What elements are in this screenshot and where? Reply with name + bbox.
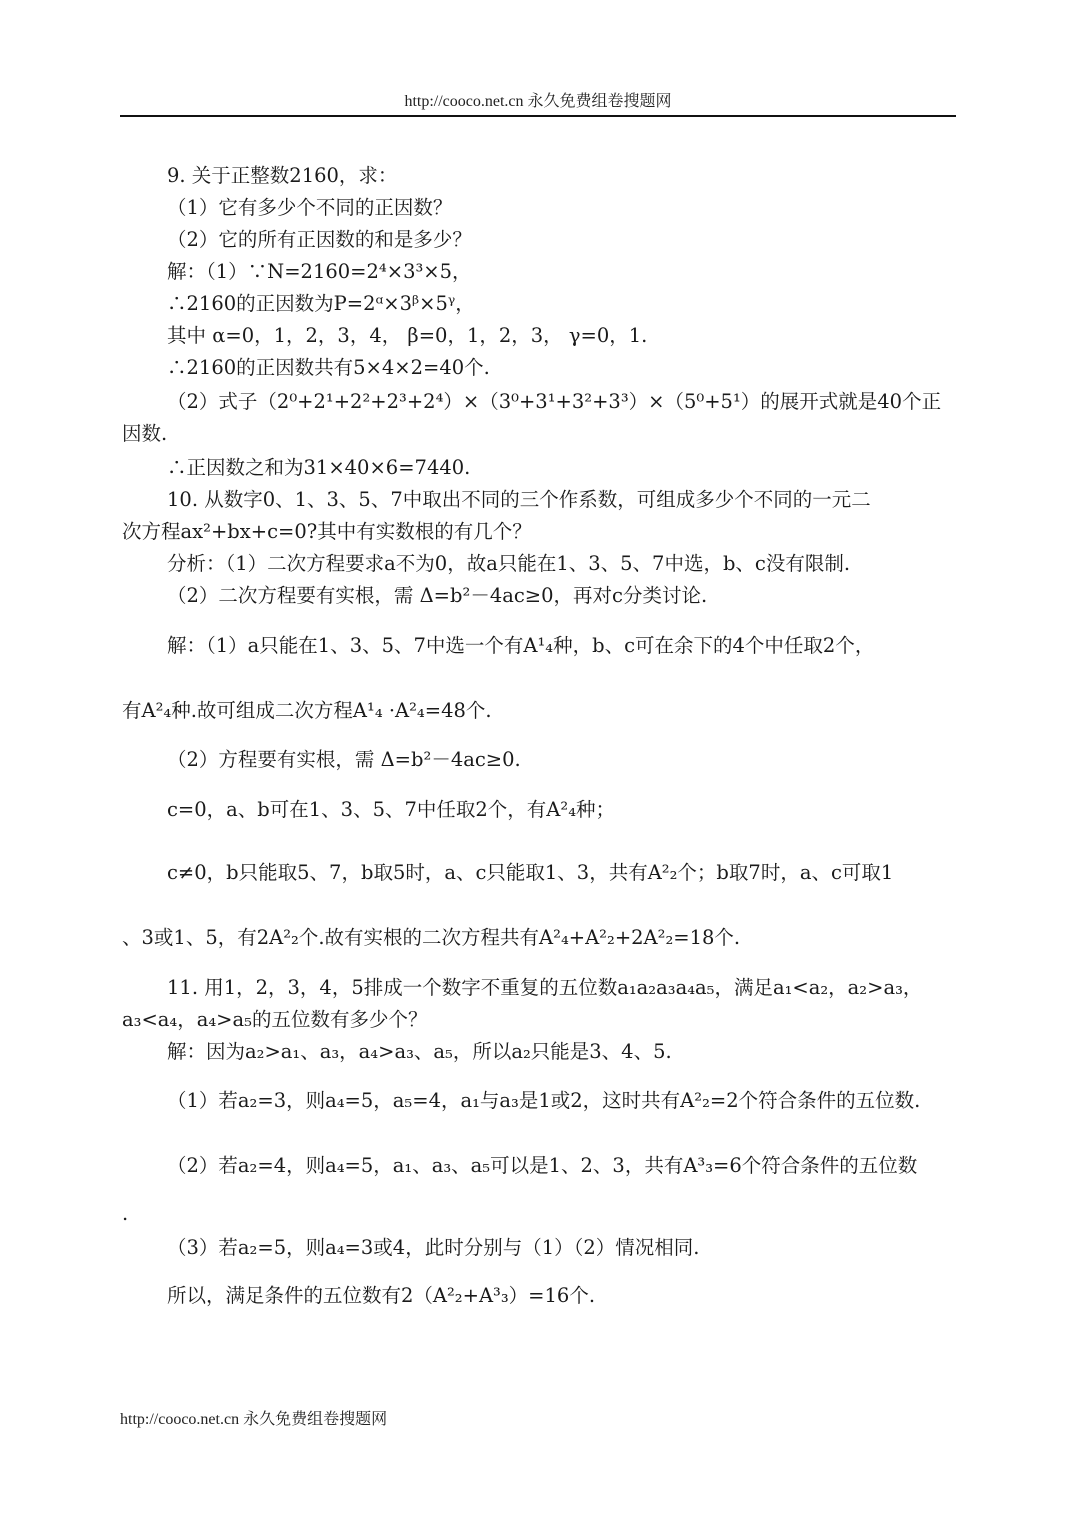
text-line: 有A²₄种.故可组成二次方程A¹₄ ·A²₄=48个. xyxy=(122,699,492,722)
text-line: （1）若a₂=3，则a₄=5，a₅=4，a₁与a₃是1或2，这时共有A²₂=2个符合条件的五位数. xyxy=(167,1089,921,1112)
text-line: （1）它有多少个不同的正因数？ xyxy=(167,196,453,219)
text-line: 因数. xyxy=(122,422,168,445)
text-line: 解：因为a₂>a₁、a₃，a₄>a₃、a₅，所以a₂只能是3、4、5. xyxy=(167,1040,672,1063)
text-line: c≠0，b只能取5、7，b取5时，a、c只能取1、3，共有A²₂个；b取7时，a、c可取1 xyxy=(167,861,894,884)
text-line: 所以，满足条件的五位数有2（A²₂+A³₃）=16个. xyxy=(167,1284,596,1307)
text-line: . xyxy=(122,1202,129,1225)
text-line: （2）它的所有正因数的和是多少？ xyxy=(167,228,472,251)
text-line: ∴2160的正因数共有5×4×2=40个. xyxy=(167,356,490,379)
text-line: 、3或1、5，有2A²₂个.故有实根的二次方程共有A²₄+A²₂+2A²₂=18个. xyxy=(122,926,741,949)
text-line: 9. 关于正整数2160，求： xyxy=(167,164,398,187)
text-line: （3）若a₂=5，则a₄=3或4，此时分别与（1）（2）情况相同. xyxy=(167,1236,700,1259)
page-header: http://cooco.net.cn 永久免费组卷搜题网 xyxy=(404,93,672,110)
text-line: 分析：（1）二次方程要求a不为0，故a只能在1、3、5、7中选，b、c没有限制. xyxy=(167,552,851,575)
text-line: ∴2160的正因数为P=2ᵅ×3ᵝ×5ᵞ， xyxy=(167,292,475,315)
page-footer: http://cooco.net.cn 永久免费组卷搜题网 xyxy=(120,1411,388,1428)
text-line: 解：（1）a只能在1、3、5、7中选一个有A¹₄种，b、c可在余下的4个中任取2个， xyxy=(167,634,875,657)
header-rule xyxy=(120,115,956,117)
text-line: c=0，a、b可在1、3、5、7中任取2个，有A²₄种； xyxy=(167,798,616,821)
text-line: 解：（1）∵N=2160=2⁴×3³×5， xyxy=(167,260,472,283)
text-line: 其中 α=0，1，2，3，4， β=0，1，2，3， γ=0，1. xyxy=(167,324,648,347)
text-line: 次方程ax²+bx+c=0?其中有实数根的有几个？ xyxy=(122,520,532,543)
text-line: 11. 用1，2，3，4，5排成一个数字不重复的五位数a₁a₂a₃a₄a₅，满足a₁<a₂，a₂>a₃， xyxy=(167,976,923,999)
text-line: ∴正因数之和为31×40×6=7440. xyxy=(167,456,471,479)
text-line: （2）式子（2⁰+2¹+2²+2³+2⁴）×（3⁰+3¹+3²+3³）×（5⁰+5¹）的展开式就是40个正 xyxy=(167,390,942,413)
text-line: a₃<a₄，a₄>a₅的五位数有多少个？ xyxy=(122,1008,428,1031)
text-line: （2）方程要有实根，需 Δ=b²－4ac≥0. xyxy=(167,748,521,771)
text-line: （2）若a₂=4，则a₄=5，a₁、a₃、a₅可以是1、2、3，共有A³₃=6个符合条件的五位数 xyxy=(167,1154,918,1177)
text-line: 10. 从数字0、1、3、5、7中取出不同的三个作系数，可组成多少个不同的一元二 xyxy=(167,488,871,511)
text-line: （2）二次方程要有实根，需 Δ=b²－4ac≥0，再对c分类讨论. xyxy=(167,584,708,607)
